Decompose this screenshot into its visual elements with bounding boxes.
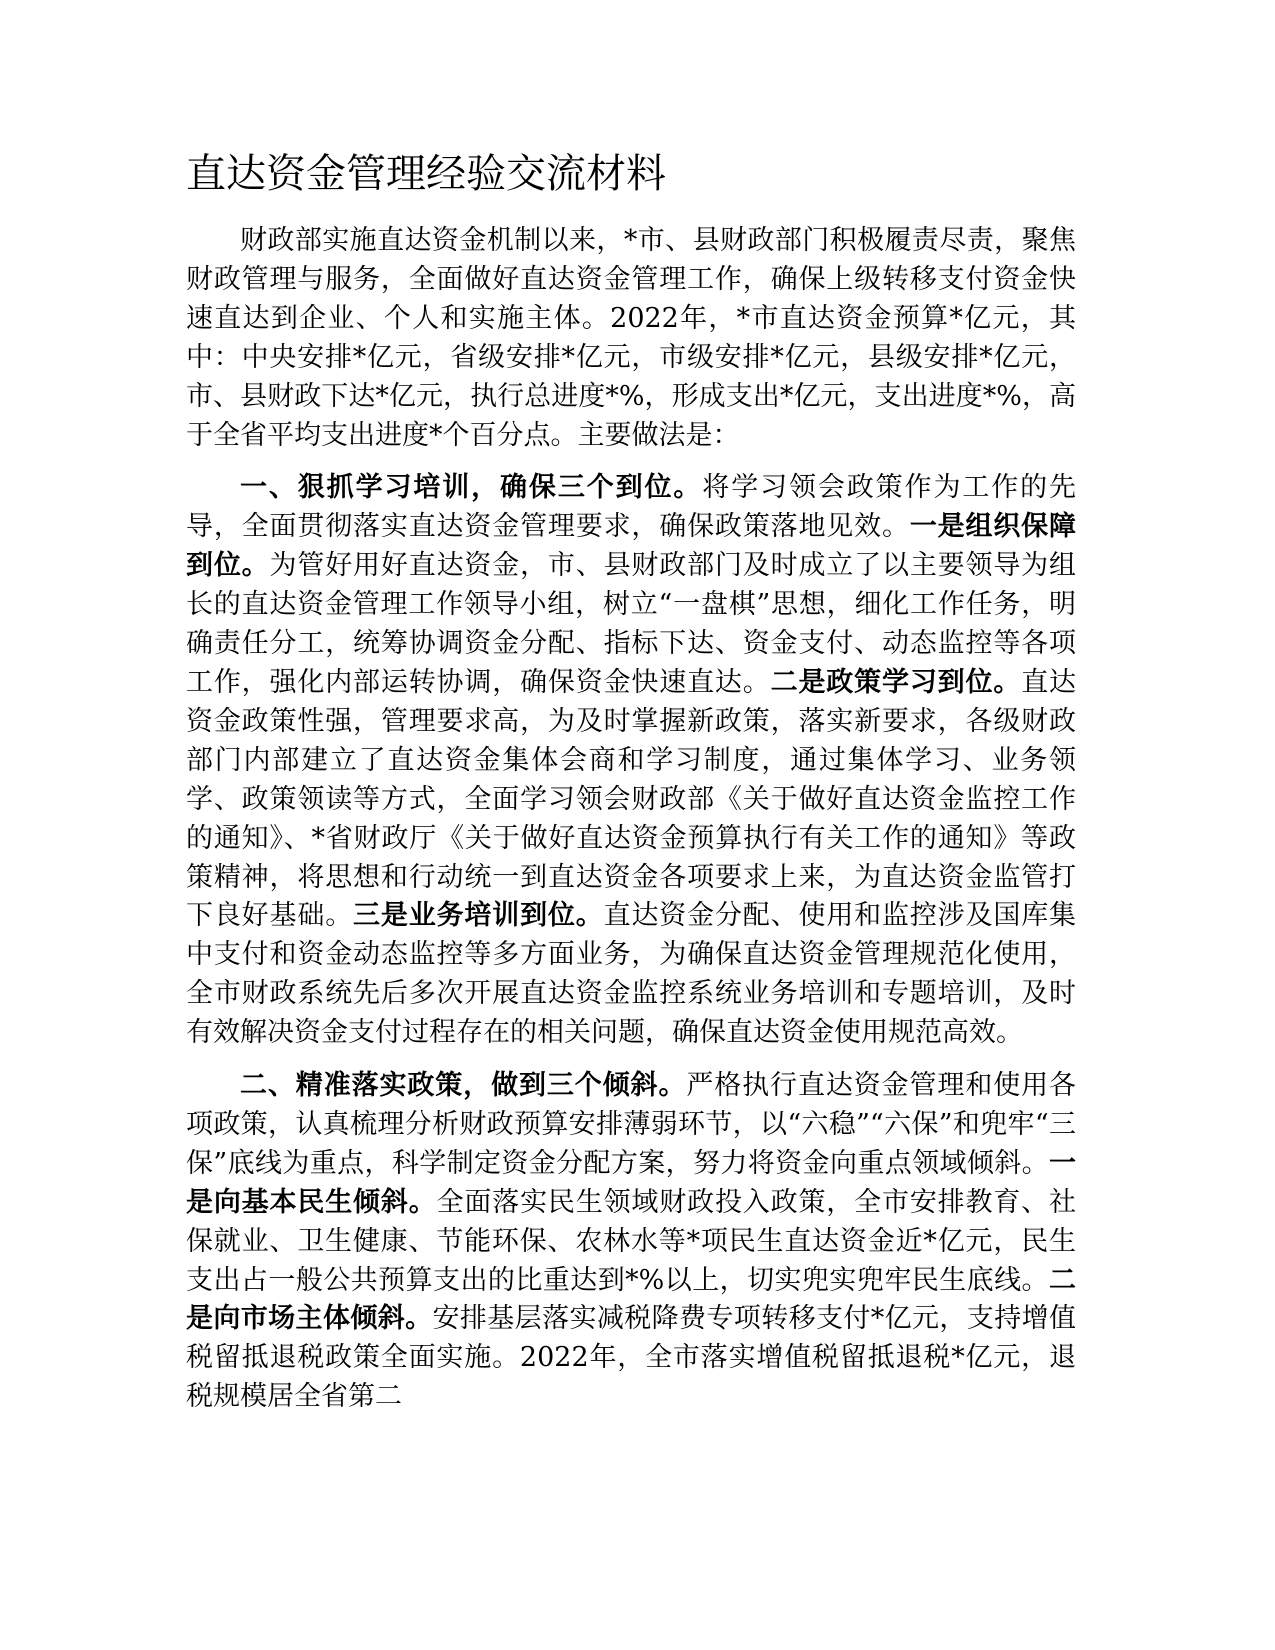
text-run: 严格执行直达资金管理和使用各项政策，认真梳理分析财政预算安排薄弱环节，以“六稳”“六保”和兜牢“三保”底线为重点，科学制定资金分配方案，努力将资金向重点领域倾斜。 [186,1070,1077,1179]
text-run: 将学习领会政策作为工作的先导，全面贯彻落实直达资金管理要求，确保政策落地见效。 [186,472,1077,543]
subpoint-heading: 二是政策学习到位。 [770,666,1022,698]
paragraph-section-two [186,1067,1076,1417]
paragraph-section-one [186,469,1076,1053]
subpoint-heading: 一是向基本民生倾斜。 [186,1147,1076,1218]
section-heading: 一、狠抓学习培训，确保三个到位。 [240,472,703,504]
paragraph-intro [186,222,1076,455]
subpoint-heading: 二是向市场主体倾斜。 [186,1264,1076,1335]
section-heading: 二、精准落实政策，做到三个倾斜。 [240,1070,687,1102]
subpoint-heading: 一是组织保障到位。 [186,511,1077,582]
text-run: 为管好用好直达资金，市、县财政部门及时成立了以主要领导为组长的直达资金管理工作领导小组，树立“一盘棋”思想，细化工作任务，明确责任分工，统筹协调资金分配、指标下达、资金支付、动态监控等各项工作，强化内部运转协调，确保资金快速直达。 [186,550,1077,698]
text-run: 直达资金政策性强，管理要求高，为及时掌握新政策，落实新要求，各级财政部门内部建立了直达资金集体会商和学习制度，通过集体学习、业务领学、政策领读等方式，全面学习领会财政部《关于做好直达资金监控工作的通知》、*省财政厅《关于做好直达资金预算执行有关工作的通知》等政策精神，将思想和行动统一到直达资金各项要求上来，为直达资金监管打下良好基础。 [186,666,1077,932]
text-run: 直达资金分配、使用和监控涉及国库集中支付和资金动态监控等多方面业务，为确保直达资金管理规范化使用，全市财政系统先后多次开展直达资金监控系统业务培训和专题培训，及时有效解决资金支付过程存在的相关问题，确保直达资金使用规范高效。 [186,900,1077,1049]
text-run: 安排基层落实减税降费专项转移支付*亿元，支持增值税留抵退税政策全面实施。2022年，全市落实增值税留抵退税*亿元，退税规模居全省第二 [186,1303,1076,1413]
document-title: 直达资金管理经验交流材料 [186,151,666,197]
text-run: 全面落实民生领域财政投入政策，全市安排教育、社保就业、卫生健康、节能环保、农林水等*项民生直达资金近*亿元，民生支出占一般公共预算支出的比重达到*%以上，切实兜实兜牢民生底线。 [186,1186,1077,1296]
subpoint-heading: 三是业务培训到位。 [353,900,604,932]
text-run: 财政部实施直达资金机制以来，*市、县财政部门积极履责尽责，聚焦财政管理与服务，全面做好直达资金管理工作，确保上级转移支付资金快速直达到企业、个人和实施主体。2022年，*市直达资金预算*亿元，其中：中央安排*亿元，省级安排*亿元，市级安排*亿元，县级安排*亿元，市、县财政下达*亿元，执行总进度*%，形成支出*亿元，支出进度*%，高于全省平均支出进度*个百分点。主要做法是： [186,225,1076,451]
document-body [186,222,1076,1417]
